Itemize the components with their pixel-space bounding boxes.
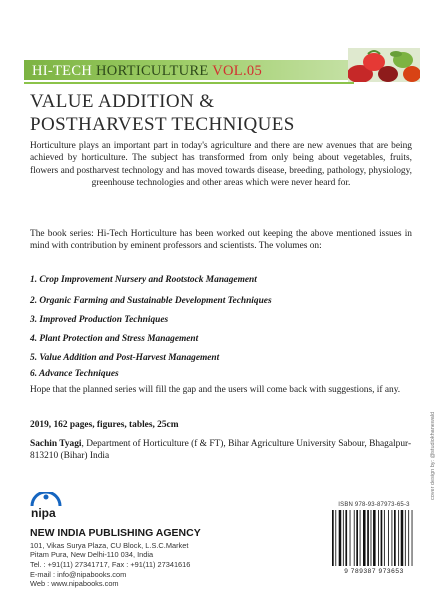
volume-item-2: 2. Organic Farming and Sustainable Development Techniques xyxy=(30,296,272,306)
barcode-bar xyxy=(371,510,372,566)
barcode-bar xyxy=(335,510,336,566)
author-affiliation: , Department of Horticulture (f & FT), Bihar Agriculture University Sabour, Bhagalpur-813210 (Bihar) India xyxy=(30,439,412,462)
barcode-bar xyxy=(384,510,385,566)
series-header-rule xyxy=(24,82,354,84)
publisher-tel-fax: Tel. : +91(11) 27341717, Fax : +91(11) 27341616 xyxy=(30,560,191,569)
barcode-bar xyxy=(350,510,351,566)
volume-item-1: 1. Crop Improvement Nursery and Rootstock Management xyxy=(30,275,257,285)
series-name: HORTICULTURE xyxy=(96,63,209,79)
barcode-bar xyxy=(339,510,342,566)
book-title-line1: VALUE ADDITION & xyxy=(30,91,215,112)
barcode-bar xyxy=(378,510,379,566)
barcode-bar xyxy=(367,510,369,566)
closing-paragraph: Hope that the planned series will fill the gap and the users will come back with suggestions, if any. xyxy=(30,385,401,395)
barcode-bar xyxy=(381,510,383,566)
barcode-bar xyxy=(392,510,393,566)
barcode-bar xyxy=(394,510,396,566)
publisher-email: E-mail : info@nipabooks.com xyxy=(30,570,127,579)
barcode-bar xyxy=(345,510,347,566)
intro-paragraph: Horticulture plays an important part in today's agriculture and there are new avenues that are being achieved by horticulture. The subject has transformed from only being about vegetables, fruits, flowers and postharvest technology and has moved towards disease, breeding, pathology, physiology, greenhouse technologies and other areas which were never heard for. xyxy=(30,141,412,189)
barcode-bar xyxy=(373,510,376,566)
barcode-bar xyxy=(360,510,361,566)
series-title xyxy=(32,61,262,81)
nipa-logo-text: nipa xyxy=(31,506,56,520)
nipa-logo xyxy=(28,492,64,524)
publisher-name: NEW INDIA PUBLISHING AGENCY xyxy=(30,527,201,539)
barcode-bar xyxy=(332,510,334,566)
publisher-address-1: 101, Vikas Surya Plaza, CU Block, L.S.C.Market xyxy=(30,541,189,550)
cover-design-credit: cover design by: @studiokhanewald xyxy=(430,411,436,500)
author-name: Sachin Tyagi xyxy=(30,439,82,449)
barcode-block xyxy=(328,502,420,576)
barcode-digits: 9 789387 973653 xyxy=(344,568,404,575)
barcode-bar xyxy=(343,510,344,566)
barcode-bar xyxy=(398,510,399,566)
barcode-bar xyxy=(354,510,355,566)
barcode-bar xyxy=(412,510,413,566)
volume-item-6: 6. Advance Techniques xyxy=(30,369,119,379)
volume-item-3: 3. Improved Production Techniques xyxy=(30,315,169,325)
book-title xyxy=(30,90,390,136)
barcode-bar xyxy=(388,510,389,566)
volume-item-5: 5. Value Addition and Post-Harvest Management xyxy=(30,353,220,363)
isbn-label: ISBN 978-93-87973-65-3 xyxy=(338,502,410,508)
barcode-icon xyxy=(330,510,418,568)
publication-info: 2019, 162 pages, figures, tables, 25cm xyxy=(30,420,179,430)
series-paragraph: The book series: Hi-Tech Horticulture has been worked out keeping the above mentioned issues in mind with contribution by eminent professors and scientists. The volumes on: xyxy=(30,229,412,252)
barcode-bar xyxy=(405,510,406,566)
barcode-bar xyxy=(408,510,409,566)
barcode-bar xyxy=(363,510,366,566)
series-volume: VOL.05 xyxy=(212,63,262,79)
author-info xyxy=(30,438,412,463)
vegetables-photo xyxy=(348,48,420,82)
publisher-address-2: Pitam Pura, New Delhi-110 034, India xyxy=(30,550,154,559)
vegetables-photo-icon xyxy=(348,48,420,82)
barcode-bar xyxy=(356,510,358,566)
barcode-bar xyxy=(401,510,404,566)
series-hitech: HI-TECH xyxy=(32,63,93,79)
book-title-line2: POSTHARVEST TECHNIQUES xyxy=(30,114,295,135)
volume-item-4: 4. Plant Protection and Stress Management xyxy=(30,334,199,344)
publisher-web: Web : www.nipabooks.com xyxy=(30,579,119,588)
